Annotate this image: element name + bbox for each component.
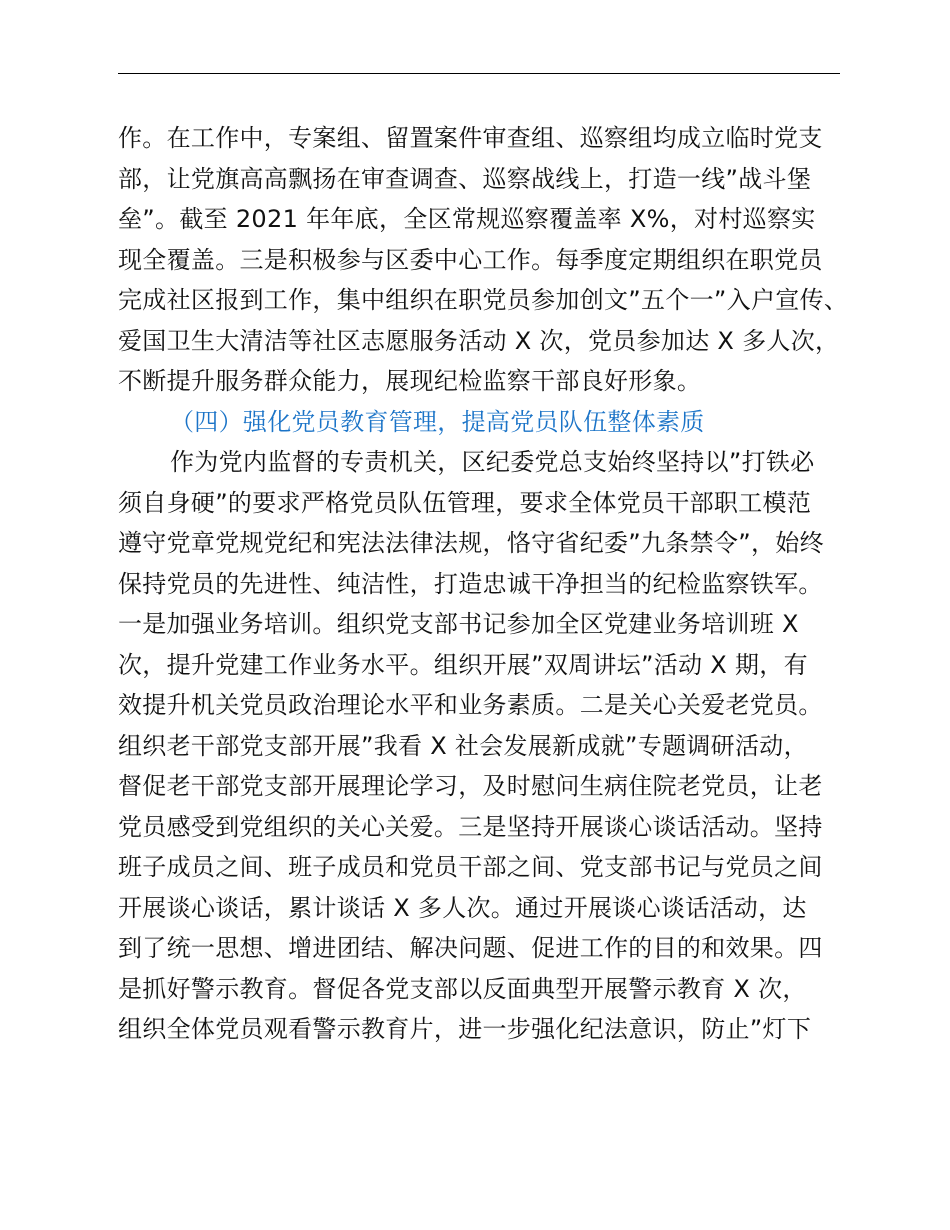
paragraph-line: 作。在工作中，专案组、留置案件审查组、巡察组均成立临时党支 [118,124,823,152]
paragraph-line: 开展谈心谈话，累计谈话 X 多人次。通过开展谈心谈话活动，达 [118,893,807,922]
paragraph-line: 效提升机关党员政治理论水平和业务素质。二是关心关爱老党员。 [118,691,823,719]
paragraph-line: 一是加强业务培训。组织党支部书记参加全区党建业务培训班 X [118,610,799,638]
paragraph-line: 次，提升党建工作业务水平。组织开展”双周讲坛”活动 X 期，有 [118,650,808,679]
paragraph-line: 是抓好警示教育。督促各党支部以反面典型开展警示教育 X 次， [118,974,807,1003]
paragraph-line: 须自身硬”的要求严格党员队伍管理，要求全体党员干部职工模范 [118,488,812,517]
paragraph-line: 班子成员之间、班子成员和党员干部之间、党支部书记与党员之间 [118,853,823,881]
header-rule [118,73,840,74]
paragraph-line: 作为党内监督的专责机关，区纪委党总支始终坚持以”打铁必 [170,448,815,476]
paragraph-line: 保持党员的先进性、纯洁性，打造忠诚干净担当的纪检监察铁军。 [118,569,823,598]
paragraph-line: 到了统一思想、增进团结、解决问题、促进工作的目的和效果。四 [118,934,823,962]
paragraph-line: 完成社区报到工作，集中组织在职党员参加创文”五个一”入户宣传、 [118,286,849,314]
paragraph-line: 督促老干部党支部开展理论学习，及时慰问生病住院老党员，让老 [118,772,823,800]
paragraph-line: 组织全体党员观看警示教育片，进一步强化纪法意识，防止”灯下 [118,1015,812,1043]
paragraph-line: 遵守党章党规党纪和宪法法律法规，恪守省纪委”九条禁令”，始终 [118,529,824,557]
paragraph-line: 爱国卫生大清洁等社区志愿服务活动 X 次，党员参加达 X 多人次， [118,326,840,355]
paragraph-line: 现全覆盖。三是积极参与区委中心工作。每季度定期组织在职党员 [118,245,823,274]
paragraph-line: 部，让党旗高高飘扬在审查调查、巡察战线上，打造一线”战斗堡 [118,164,812,193]
section-heading: （四）强化党员教育管理，提高党员队伍整体素质 [170,407,705,436]
paragraph-line: 不断提升服务群众能力，展现纪检监察干部良好形象。 [118,367,702,395]
document-body [118,118,848,1050]
paragraph-line: 垒”。截至 2021 年年底，全区常规巡察覆盖率 X%，对村巡察实 [118,205,816,233]
paragraph-line: 组织老干部党支部开展”我看 X 社会发展新成就”专题调研活动， [118,731,808,760]
paragraph-line: 党员感受到党组织的关心关爱。三是坚持开展谈心谈话活动。坚持 [118,812,823,841]
